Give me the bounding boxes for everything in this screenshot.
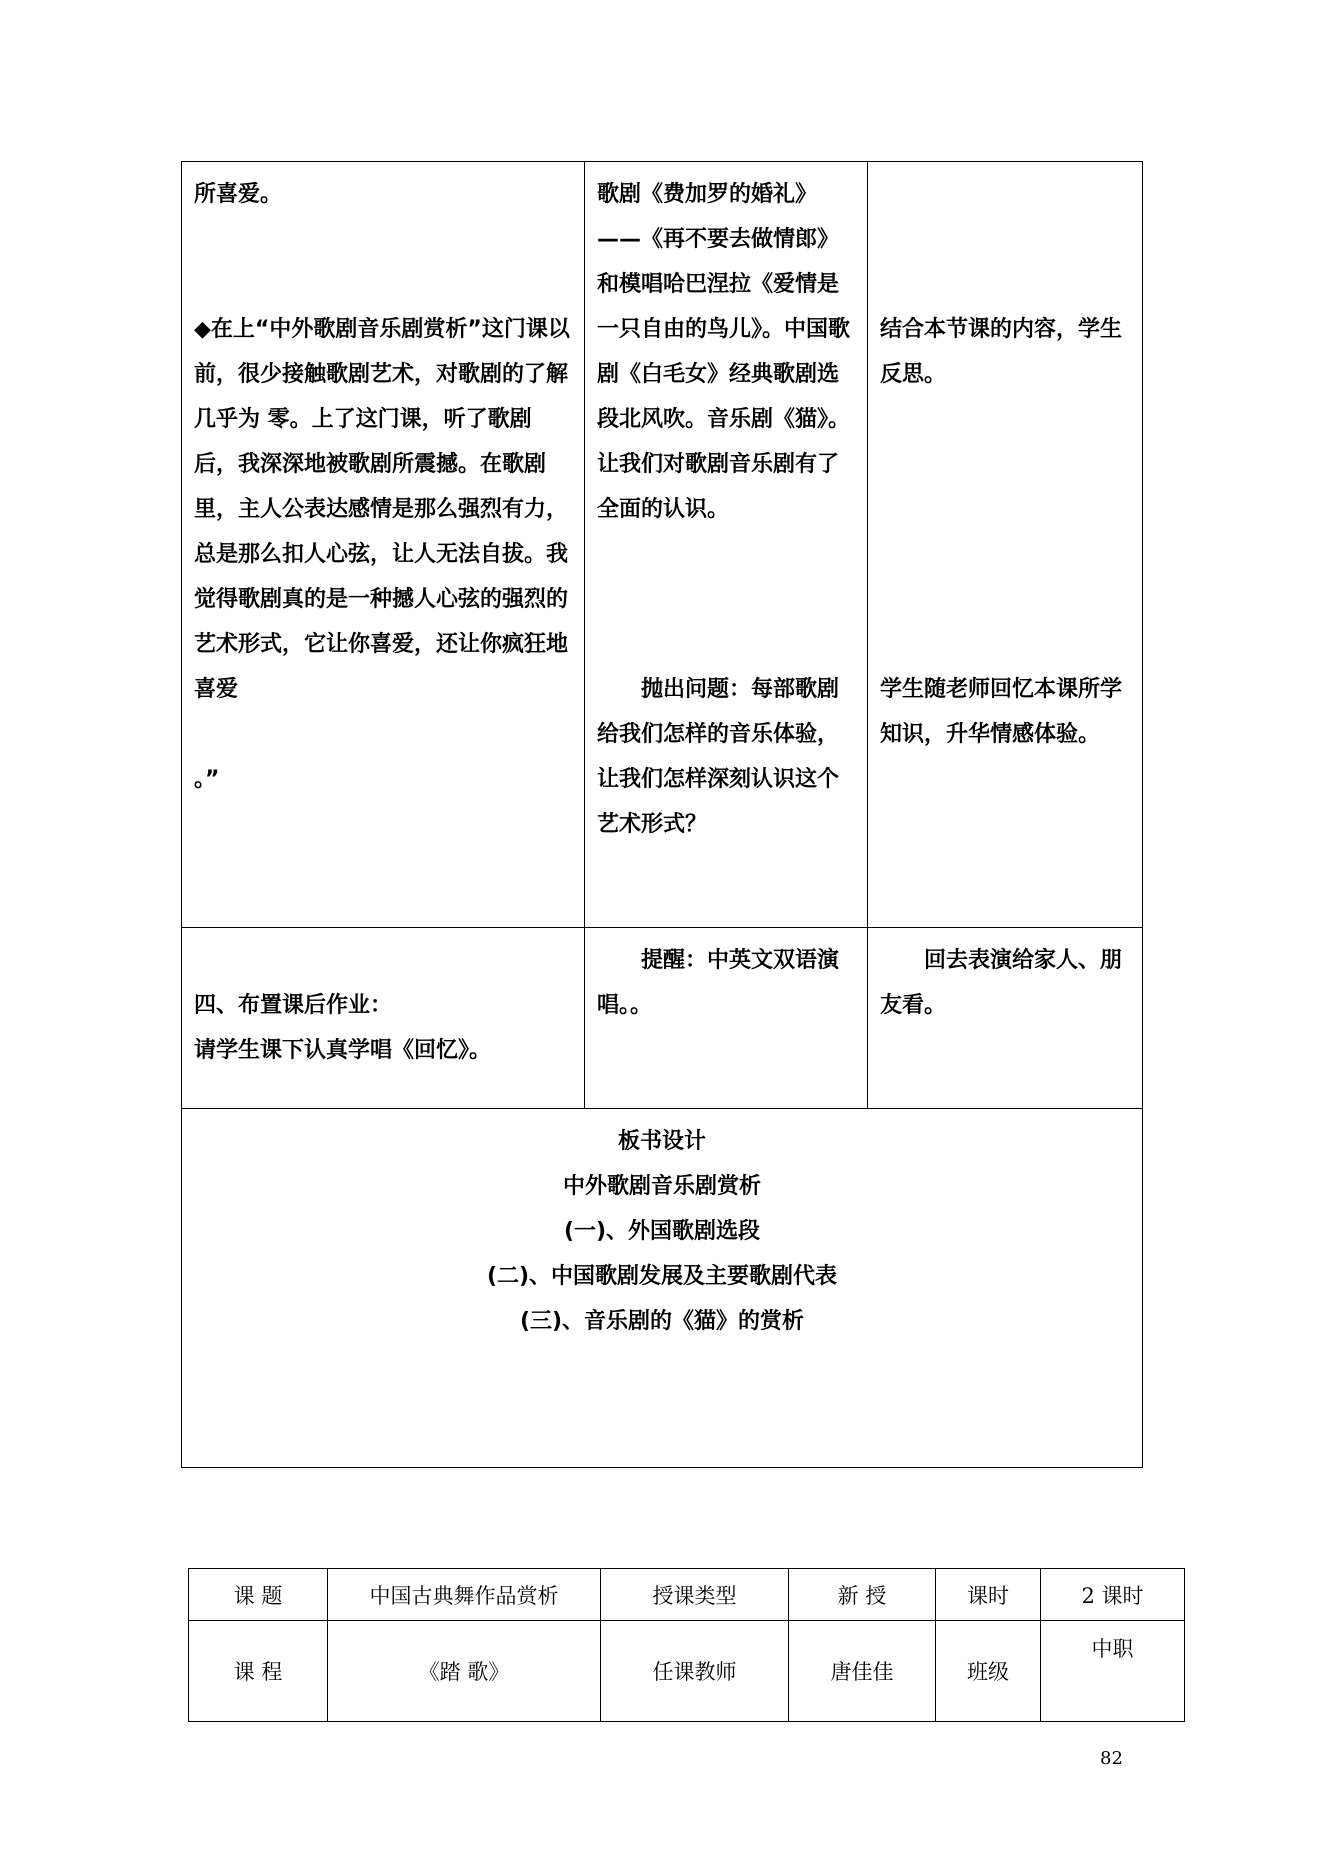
hours-value: 2 课时: [1041, 1569, 1185, 1621]
topic-value: 中国古典舞作品赏析: [328, 1569, 601, 1621]
topic-label: 课 题: [189, 1569, 328, 1621]
teacher-value: 唐佳佳: [789, 1621, 936, 1722]
lesson-row-board: [182, 1109, 1143, 1468]
course-label: 课 程: [189, 1621, 328, 1722]
closing-quote: 。”: [194, 767, 220, 792]
text-line: 所喜爱。: [194, 182, 283, 207]
reminder-text: 提醒：中英文双语演唱。。: [597, 948, 840, 1018]
board-title: 板书设计: [617, 1129, 706, 1154]
course-value: 《踏 歌》: [328, 1621, 601, 1722]
lesson-table: [181, 161, 1143, 1468]
hours-label: 课时: [936, 1569, 1041, 1621]
course-info-table: [188, 1568, 1185, 1722]
recall-paragraph: 学生随老师回忆本课所学知识，升华情感体验。: [880, 677, 1123, 747]
reminder-cell: [585, 928, 868, 1109]
teacher-label: 任课教师: [601, 1621, 789, 1722]
lesson-row-1: [182, 162, 1143, 928]
perform-cell: [868, 928, 1143, 1109]
info-row-1: [189, 1569, 1185, 1621]
homework-cell: [182, 928, 585, 1109]
perform-text: 回去表演给家人、朋友看。: [880, 948, 1123, 1018]
design-intent-cell: [868, 162, 1143, 928]
homework-title: 四、布置课后作业：: [194, 993, 393, 1018]
reflect-paragraph: 结合本节课的内容，学生反思。: [880, 317, 1123, 387]
board-subtitle: 中外歌剧音乐剧赏析: [562, 1174, 761, 1199]
student-activity-cell: [182, 162, 585, 928]
board-item: (二)、中国歌剧发展及主要歌剧代表: [486, 1264, 838, 1289]
lesson-type-label: 授课类型: [601, 1569, 789, 1621]
question-paragraph: 抛出问题：每部歌剧给我们怎样的音乐体验，让我们怎样深刻认识这个艺术形式？: [597, 677, 840, 837]
board-item: (三)、音乐剧的《猫》的赏析: [519, 1309, 805, 1334]
class-value: 中职: [1041, 1621, 1185, 1722]
lesson-type-value: 新 授: [789, 1569, 936, 1621]
homework-text: 请学生课下认真学唱《回忆》。: [194, 1038, 492, 1063]
lesson-row-2: [182, 928, 1143, 1109]
board-item: (一)、外国歌剧选段: [563, 1219, 761, 1244]
info-row-2: [189, 1621, 1185, 1722]
class-label: 班级: [936, 1621, 1041, 1722]
teacher-activity-cell: [585, 162, 868, 928]
page-number: 82: [1100, 1748, 1123, 1769]
reflection-paragraph: ◆在上“中外歌剧音乐剧赏析”这门课以前，很少接触歌剧艺术，对歌剧的了解几乎为 零。上了这门课，听了歌剧后，我深深地被歌剧所震撼。在歌剧里，主人公表达感情是那么强烈有力，总是那么扣人心弦，让人无法自拔。我觉得歌剧真的是一种撼人心弦的强烈的艺术形式，它让你喜爱，还让你疯狂地喜爱: [194, 317, 570, 702]
board-design-cell: [182, 1109, 1143, 1468]
opera-summary-paragraph: 歌剧《费加罗的婚礼》——《再不要去做情郎》和模唱哈巴涅拉《爱情是一只自由的鸟儿》。中国歌剧《白毛女》经典歌剧选段北风吹。音乐剧《猫》。让我们对歌剧音乐剧有了全面的认识。: [597, 182, 851, 522]
